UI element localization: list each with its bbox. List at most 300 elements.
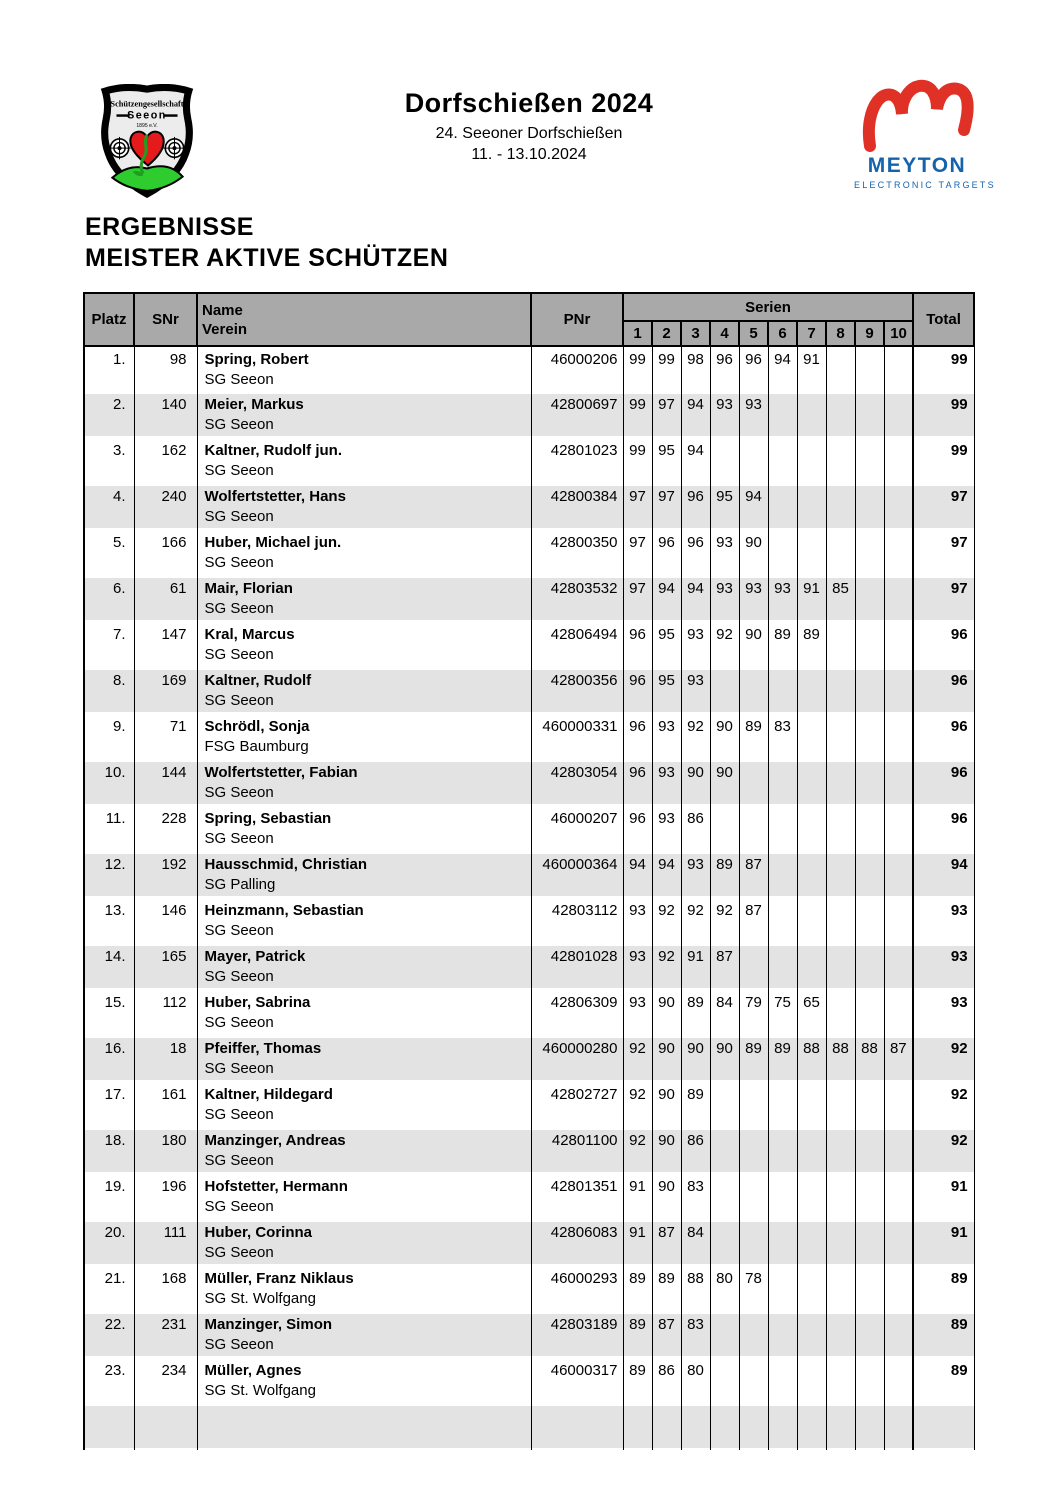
serie-cell: 92: [681, 898, 710, 944]
table-row: [84, 530, 974, 576]
serie-cell: 89: [681, 1082, 710, 1128]
serie-cell: 89: [681, 990, 710, 1036]
table-row: [84, 852, 974, 898]
serie-cell: [826, 852, 855, 898]
serie-cell: [739, 1312, 768, 1358]
serie-cell: [826, 530, 855, 576]
snr-cell: 180: [134, 1128, 197, 1174]
name-verein-cell: [197, 392, 531, 438]
serie-cell: 90: [739, 622, 768, 668]
snr-cell: 111: [134, 1220, 197, 1266]
serie-cell: 94: [652, 852, 681, 898]
serie-cell: [797, 1082, 826, 1128]
serie-cell: 87: [739, 852, 768, 898]
serie-cell: [768, 1174, 797, 1220]
serie-cell: [826, 1082, 855, 1128]
serie-cell: [884, 898, 913, 944]
serie-cell: [768, 530, 797, 576]
serie-cell: 90: [652, 1036, 681, 1082]
serie-cell: [826, 438, 855, 484]
shooter-name: Meier, Markus: [204, 396, 304, 413]
serie-cell: 97: [652, 484, 681, 530]
name-verein-cell: [197, 944, 531, 990]
table-row: [84, 668, 974, 714]
name-verein-cell: [197, 760, 531, 806]
serie-cell: 98: [681, 346, 710, 392]
name-verein-cell: [197, 1128, 531, 1174]
serie-cell: [739, 1220, 768, 1266]
serie-cell: 75: [768, 990, 797, 1036]
serie-cell: [768, 392, 797, 438]
serie-cell: 96: [681, 530, 710, 576]
serie-cell: [855, 438, 884, 484]
snr-cell: 231: [134, 1312, 197, 1358]
table-row: [84, 484, 974, 530]
serie-cell: 87: [652, 1312, 681, 1358]
serie-cell: [739, 944, 768, 990]
serie-cell: [768, 484, 797, 530]
shooter-club: SG Seeon: [204, 554, 274, 571]
serie-cell: [797, 714, 826, 760]
serie-cell: 92: [652, 898, 681, 944]
pnr-cell: 46000207: [531, 806, 623, 852]
serie-cell: 78: [739, 1266, 768, 1312]
serie-cell: 96: [652, 530, 681, 576]
serie-cell: [884, 806, 913, 852]
shooter-club: SG Seeon: [204, 1198, 274, 1215]
table-row: [84, 806, 974, 852]
table-row: [84, 1266, 974, 1312]
shooter-name: Pfeiffer, Thomas: [204, 1040, 322, 1057]
shooter-club: SG Seeon: [204, 692, 274, 709]
serie-cell: 86: [652, 1358, 681, 1404]
table-row: [84, 392, 974, 438]
shooter-name: Huber, Corinna: [204, 1224, 313, 1241]
table-row: [84, 944, 974, 990]
pnr-cell: 42801028: [531, 944, 623, 990]
event-dates: 11. - 13.10.2024: [471, 146, 587, 163]
shooter-club: SG Seeon: [204, 1152, 274, 1169]
shooter-name: Kaltner, Rudolf: [204, 672, 312, 689]
shooter-club: SG Seeon: [204, 1336, 274, 1353]
shooter-name: Heinzmann, Sebastian: [204, 902, 364, 919]
serie-cell: [826, 806, 855, 852]
platz-cell: 23.: [84, 1358, 134, 1404]
serie-cell: 93: [623, 898, 652, 944]
name-verein-cell: [197, 1036, 531, 1082]
serie-cell: [710, 1220, 739, 1266]
serie-cell: [710, 1358, 739, 1404]
serie-cell: 87: [884, 1036, 913, 1082]
serie-cell: 97: [652, 392, 681, 438]
total-cell: 97: [913, 530, 974, 576]
serie-cell: 97: [623, 576, 652, 622]
snr-cell: 140: [134, 392, 197, 438]
serie-cell: [855, 576, 884, 622]
shooter-club: SG Seeon: [204, 416, 274, 433]
table-row: [84, 1312, 974, 1358]
serie-cell: 96: [681, 484, 710, 530]
name-verein-cell: [197, 1404, 531, 1450]
serie-cell: [797, 944, 826, 990]
serie-cell: 93: [710, 392, 739, 438]
serie-cell: 87: [710, 944, 739, 990]
name-verein-cell: [197, 1266, 531, 1312]
serie-cell: 93: [739, 392, 768, 438]
serie-cell: [884, 576, 913, 622]
serie-cell: [826, 990, 855, 1036]
name-verein-cell: [197, 1220, 531, 1266]
shooter-name: Spring, Robert: [204, 351, 309, 368]
serie-cell: [855, 852, 884, 898]
serie-cell: 96: [623, 714, 652, 760]
total-cell: 96: [913, 760, 974, 806]
serie-cell: 93: [681, 852, 710, 898]
platz-cell: 2.: [84, 392, 134, 438]
serie-cell: 94: [768, 346, 797, 392]
table-row: [84, 898, 974, 944]
serie-cell: 96: [623, 668, 652, 714]
table-row: [84, 1082, 974, 1128]
serie-cell: 85: [826, 576, 855, 622]
serie-cell: 97: [623, 484, 652, 530]
serie-cell: 96: [623, 760, 652, 806]
shooter-club: SG St. Wolfgang: [204, 1382, 316, 1399]
total-cell: 92: [913, 1036, 974, 1082]
total-cell: 96: [913, 806, 974, 852]
serie-cell: 99: [623, 346, 652, 392]
pnr-cell: 42803054: [531, 760, 623, 806]
table-row: [84, 1174, 974, 1220]
serie-cell: 89: [739, 1036, 768, 1082]
pnr-cell: [531, 1404, 623, 1450]
serie-cell: 88: [797, 1036, 826, 1082]
shooter-club: SG Seeon: [204, 1106, 274, 1123]
table-row: [84, 1128, 974, 1174]
page-title: Dorfschießen 2024: [404, 88, 654, 118]
snr-cell: 240: [134, 484, 197, 530]
column-header-name-verein: [197, 293, 531, 346]
serie-cell: [855, 346, 884, 392]
shooter-name: Mayer, Patrick: [204, 948, 306, 965]
platz-cell: 1.: [84, 346, 134, 392]
serie-cell: [855, 944, 884, 990]
serie-cell: [826, 1174, 855, 1220]
serie-cell: [855, 1404, 884, 1450]
name-verein-cell: [197, 346, 531, 392]
platz-cell: 15.: [84, 990, 134, 1036]
serie-cell: [797, 438, 826, 484]
serie-cell: [797, 760, 826, 806]
serie-cell: 93: [623, 944, 652, 990]
name-verein-cell: [197, 438, 531, 484]
shooter-name: Mair, Florian: [204, 580, 293, 597]
total-cell: 96: [913, 714, 974, 760]
serie-col-3: 3: [681, 321, 710, 346]
shooter-name: Spring, Sebastian: [204, 810, 332, 827]
platz-cell: 6.: [84, 576, 134, 622]
serie-cell: 94: [681, 438, 710, 484]
serie-cell: [884, 1266, 913, 1312]
platz-cell: 9.: [84, 714, 134, 760]
serie-cell: 99: [623, 392, 652, 438]
pnr-cell: 42801023: [531, 438, 623, 484]
total-cell: 99: [913, 438, 974, 484]
serie-cell: 91: [797, 346, 826, 392]
shooter-club: SG St. Wolfgang: [204, 1290, 316, 1307]
serie-cell: 92: [623, 1128, 652, 1174]
total-cell: 97: [913, 484, 974, 530]
shooter-name: Kaltner, Rudolf jun.: [204, 442, 342, 459]
serie-cell: [884, 392, 913, 438]
serie-cell: [855, 1174, 884, 1220]
serie-col-1: 1: [623, 321, 652, 346]
platz-cell: 11.: [84, 806, 134, 852]
serie-cell: 99: [623, 438, 652, 484]
snr-cell: 169: [134, 668, 197, 714]
serie-cell: 93: [681, 622, 710, 668]
shooter-club: SG Seeon: [204, 784, 274, 801]
snr-cell: 196: [134, 1174, 197, 1220]
name-verein-cell: [197, 668, 531, 714]
shooter-name: Hofstetter, Hermann: [204, 1178, 348, 1195]
name-verein-cell: [197, 622, 531, 668]
serie-cell: [797, 1404, 826, 1450]
serie-cell: [855, 1082, 884, 1128]
serie-cell: [855, 622, 884, 668]
pnr-cell: 460000280: [531, 1036, 623, 1082]
pnr-cell: 42806309: [531, 990, 623, 1036]
serie-cell: 89: [797, 622, 826, 668]
snr-cell: 112: [134, 990, 197, 1036]
serie-cell: 87: [652, 1220, 681, 1266]
name-verein-cell: [197, 530, 531, 576]
platz-cell: 19.: [84, 1174, 134, 1220]
serie-cell: [826, 484, 855, 530]
serie-cell: [768, 1404, 797, 1450]
serie-col-4: 4: [710, 321, 739, 346]
serie-cell: [884, 852, 913, 898]
snr-cell: 61: [134, 576, 197, 622]
pnr-cell: 42800350: [531, 530, 623, 576]
serie-col-2: 2: [652, 321, 681, 346]
serie-cell: 96: [710, 346, 739, 392]
serie-cell: [884, 760, 913, 806]
serie-cell: 93: [710, 530, 739, 576]
meyton-m-icon: [858, 76, 976, 152]
serie-cell: 90: [681, 760, 710, 806]
serie-cell: 94: [739, 484, 768, 530]
serie-cell: 89: [768, 622, 797, 668]
serie-cell: [739, 1082, 768, 1128]
serie-cell: [768, 438, 797, 484]
serie-cell: 84: [681, 1220, 710, 1266]
snr-cell: 168: [134, 1266, 197, 1312]
serie-cell: 89: [710, 852, 739, 898]
serie-cell: [710, 1404, 739, 1450]
serie-cell: [797, 1266, 826, 1312]
table-row: [84, 1036, 974, 1082]
serie-cell: 93: [710, 576, 739, 622]
pnr-cell: 460000364: [531, 852, 623, 898]
shooter-name: Müller, Agnes: [204, 1362, 302, 1379]
serie-cell: [768, 852, 797, 898]
serie-cell: [739, 1128, 768, 1174]
serie-cell: [855, 1266, 884, 1312]
column-header-verein: Verein: [202, 320, 248, 338]
serie-cell: 91: [681, 944, 710, 990]
total-cell: 97: [913, 576, 974, 622]
snr-cell: 144: [134, 760, 197, 806]
shooter-club: SG Seeon: [204, 646, 274, 663]
pnr-cell: 460000331: [531, 714, 623, 760]
serie-cell: [884, 1404, 913, 1450]
serie-cell: [768, 1220, 797, 1266]
total-cell: 99: [913, 392, 974, 438]
serie-cell: 80: [681, 1358, 710, 1404]
serie-cell: [739, 438, 768, 484]
serie-cell: [855, 1312, 884, 1358]
platz-cell: 16.: [84, 1036, 134, 1082]
serie-cell: 80: [710, 1266, 739, 1312]
table-row: [84, 1220, 974, 1266]
serie-cell: 93: [681, 668, 710, 714]
snr-cell: 161: [134, 1082, 197, 1128]
shooter-name: Schrödl, Sonja: [204, 718, 310, 735]
serie-cell: [826, 714, 855, 760]
serie-cell: 91: [797, 576, 826, 622]
serie-cell: [768, 898, 797, 944]
serie-cell: 93: [739, 576, 768, 622]
shooter-name: Huber, Sabrina: [204, 994, 311, 1011]
serie-cell: [797, 392, 826, 438]
serie-cell: [681, 1404, 710, 1450]
serie-cell: 95: [710, 484, 739, 530]
serie-cell: [768, 1128, 797, 1174]
serie-cell: [855, 806, 884, 852]
snr-cell: 192: [134, 852, 197, 898]
pnr-cell: 46000206: [531, 346, 623, 392]
serie-cell: [884, 622, 913, 668]
column-header-pnr: PNr: [531, 293, 623, 346]
serie-col-5: 5: [739, 321, 768, 346]
serie-cell: [739, 760, 768, 806]
serie-cell: 88: [826, 1036, 855, 1082]
serie-cell: 93: [768, 576, 797, 622]
serie-cell: 89: [652, 1266, 681, 1312]
serie-cell: 89: [623, 1266, 652, 1312]
shooter-club: SG Seeon: [204, 600, 274, 617]
serie-cell: 83: [681, 1312, 710, 1358]
total-cell: 96: [913, 622, 974, 668]
serie-cell: 93: [652, 806, 681, 852]
shooter-club: SG Seeon: [204, 462, 274, 479]
serie-cell: 91: [623, 1220, 652, 1266]
platz-cell: 10.: [84, 760, 134, 806]
serie-cell: [826, 944, 855, 990]
page-subtitle: 24. Seeoner Dorfschießen: [435, 125, 623, 142]
serie-cell: [884, 1128, 913, 1174]
platz-cell: 20.: [84, 1220, 134, 1266]
serie-cell: [884, 1358, 913, 1404]
serie-cell: 96: [623, 622, 652, 668]
shooter-name: Kral, Marcus: [204, 626, 295, 643]
table-header: [84, 293, 974, 346]
platz-cell: 18.: [84, 1128, 134, 1174]
club-name-text: Schützengesellschaft: [110, 99, 184, 109]
total-cell: 93: [913, 898, 974, 944]
pnr-cell: 42801100: [531, 1128, 623, 1174]
platz-cell: 22.: [84, 1312, 134, 1358]
snr-cell: 18: [134, 1036, 197, 1082]
column-header-serien: Serien: [623, 293, 913, 321]
shooter-club: SG Seeon: [204, 922, 274, 939]
pnr-cell: 42800384: [531, 484, 623, 530]
serie-cell: [768, 944, 797, 990]
serie-cell: [855, 898, 884, 944]
platz-cell: [84, 1404, 134, 1450]
serie-cell: [826, 1128, 855, 1174]
serie-cell: 95: [652, 668, 681, 714]
serie-cell: 90: [652, 1174, 681, 1220]
column-header-platz: Platz: [84, 293, 134, 346]
meyton-tagline: ELECTRONIC TARGETS: [854, 180, 996, 190]
serie-cell: [768, 1082, 797, 1128]
serie-cell: [884, 944, 913, 990]
shooter-club: SG Seeon: [204, 1244, 274, 1261]
serie-cell: [855, 714, 884, 760]
serie-cell: 90: [681, 1036, 710, 1082]
serie-cell: 95: [652, 438, 681, 484]
name-verein-cell: [197, 576, 531, 622]
serie-cell: [739, 1404, 768, 1450]
serie-cell: 94: [681, 576, 710, 622]
pnr-cell: 42801351: [531, 1174, 623, 1220]
total-cell: 99: [913, 346, 974, 392]
serie-cell: [710, 1312, 739, 1358]
serie-cell: 92: [652, 944, 681, 990]
total-cell: [913, 1404, 974, 1450]
table-row: [84, 714, 974, 760]
pnr-cell: 42800697: [531, 392, 623, 438]
serie-cell: 89: [623, 1312, 652, 1358]
serie-cell: 88: [681, 1266, 710, 1312]
heading-class: MEISTER AKTIVE SCHÜTZEN: [85, 244, 449, 272]
serie-cell: [826, 1266, 855, 1312]
serie-cell: [884, 530, 913, 576]
name-verein-cell: [197, 1312, 531, 1358]
serie-cell: [797, 668, 826, 714]
serie-cell: [884, 1174, 913, 1220]
section-headings: [85, 212, 448, 274]
serie-cell: [826, 1312, 855, 1358]
serie-cell: [623, 1404, 652, 1450]
serie-cell: [797, 1220, 826, 1266]
serie-cell: [855, 1358, 884, 1404]
serie-cell: 97: [623, 530, 652, 576]
serie-cell: 90: [739, 530, 768, 576]
total-cell: 89: [913, 1312, 974, 1358]
serie-cell: [768, 668, 797, 714]
serie-cell: [884, 668, 913, 714]
serie-cell: [826, 1220, 855, 1266]
shooter-club: SG Seeon: [204, 830, 274, 847]
pnr-cell: 42800356: [531, 668, 623, 714]
serie-cell: 88: [855, 1036, 884, 1082]
serie-cell: 89: [623, 1358, 652, 1404]
hill-shape: [112, 166, 182, 191]
total-cell: 93: [913, 990, 974, 1036]
